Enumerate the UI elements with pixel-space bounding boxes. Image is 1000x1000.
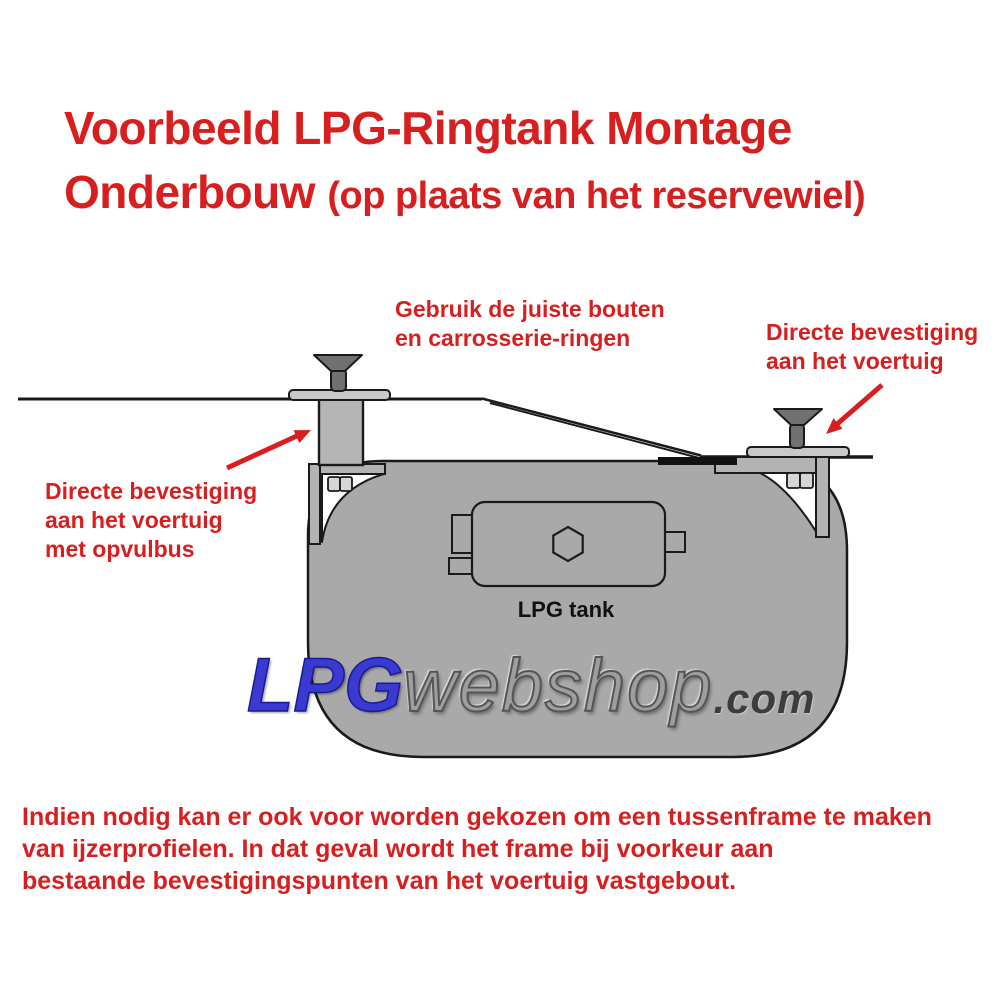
right-bolt-head [774,409,822,425]
tank-label: LPG tank [517,597,615,622]
left-bracket-bolt-left-half [328,477,340,491]
multivalve-tab-upper-left [452,515,472,553]
multivalve-tab-right [665,532,685,552]
floor-slant-upper [482,399,701,456]
right-arrow-shaft [836,385,882,425]
floor-slant-lower [490,403,703,459]
logo-webshop-text: webshop [403,644,714,727]
page-title [64,96,865,228]
title-line-1: Voorbeeld LPG-Ringtank Montage [64,102,792,154]
multivalve-tab-lower-left [449,558,472,574]
left-bolt-head [314,355,362,371]
title-line-2: Onderbouw (op plaats van het reservewiel) [64,166,866,218]
logo-dotcom-text: .com [713,675,816,722]
left-bracket-bolt-right-half [340,477,352,491]
title-subtitle: (op plaats van het reservewiel) [327,175,866,217]
annotation-direct-mount-right: Directe bevestiging aan het voertuig [766,319,979,374]
right-bracket-strap [816,457,829,537]
left-arrow-shaft [227,435,299,468]
right-bracket-bolt-right-half [800,473,813,488]
logo-lpg-text: LPG [247,643,404,728]
rubber-strip [658,457,737,465]
annotation-use-correct-bolts: Gebruik de juiste bouten en carrosserie-ringen [395,296,665,351]
spacer-bush [319,399,363,465]
left-bracket-strap [309,464,320,544]
right-bolt-shank [790,424,804,448]
multivalve-plate [472,502,665,586]
footer-note: Indien nodig kan er ook voor worden gekozen om een tussenframe te maken van ijzerprofielen. In dat geval wordt het frame bij voorkeur aan bestaande bevestigingspunten van het voertuig vastgebout. [22,803,932,895]
right-bracket-bolt-left-half [787,473,800,488]
annotation-direct-mount-left: Directe bevestiging aan het voertuig met opvulbus [45,478,258,562]
lpgwebshop-watermark [247,643,816,728]
left-bolt-shank [331,369,346,391]
